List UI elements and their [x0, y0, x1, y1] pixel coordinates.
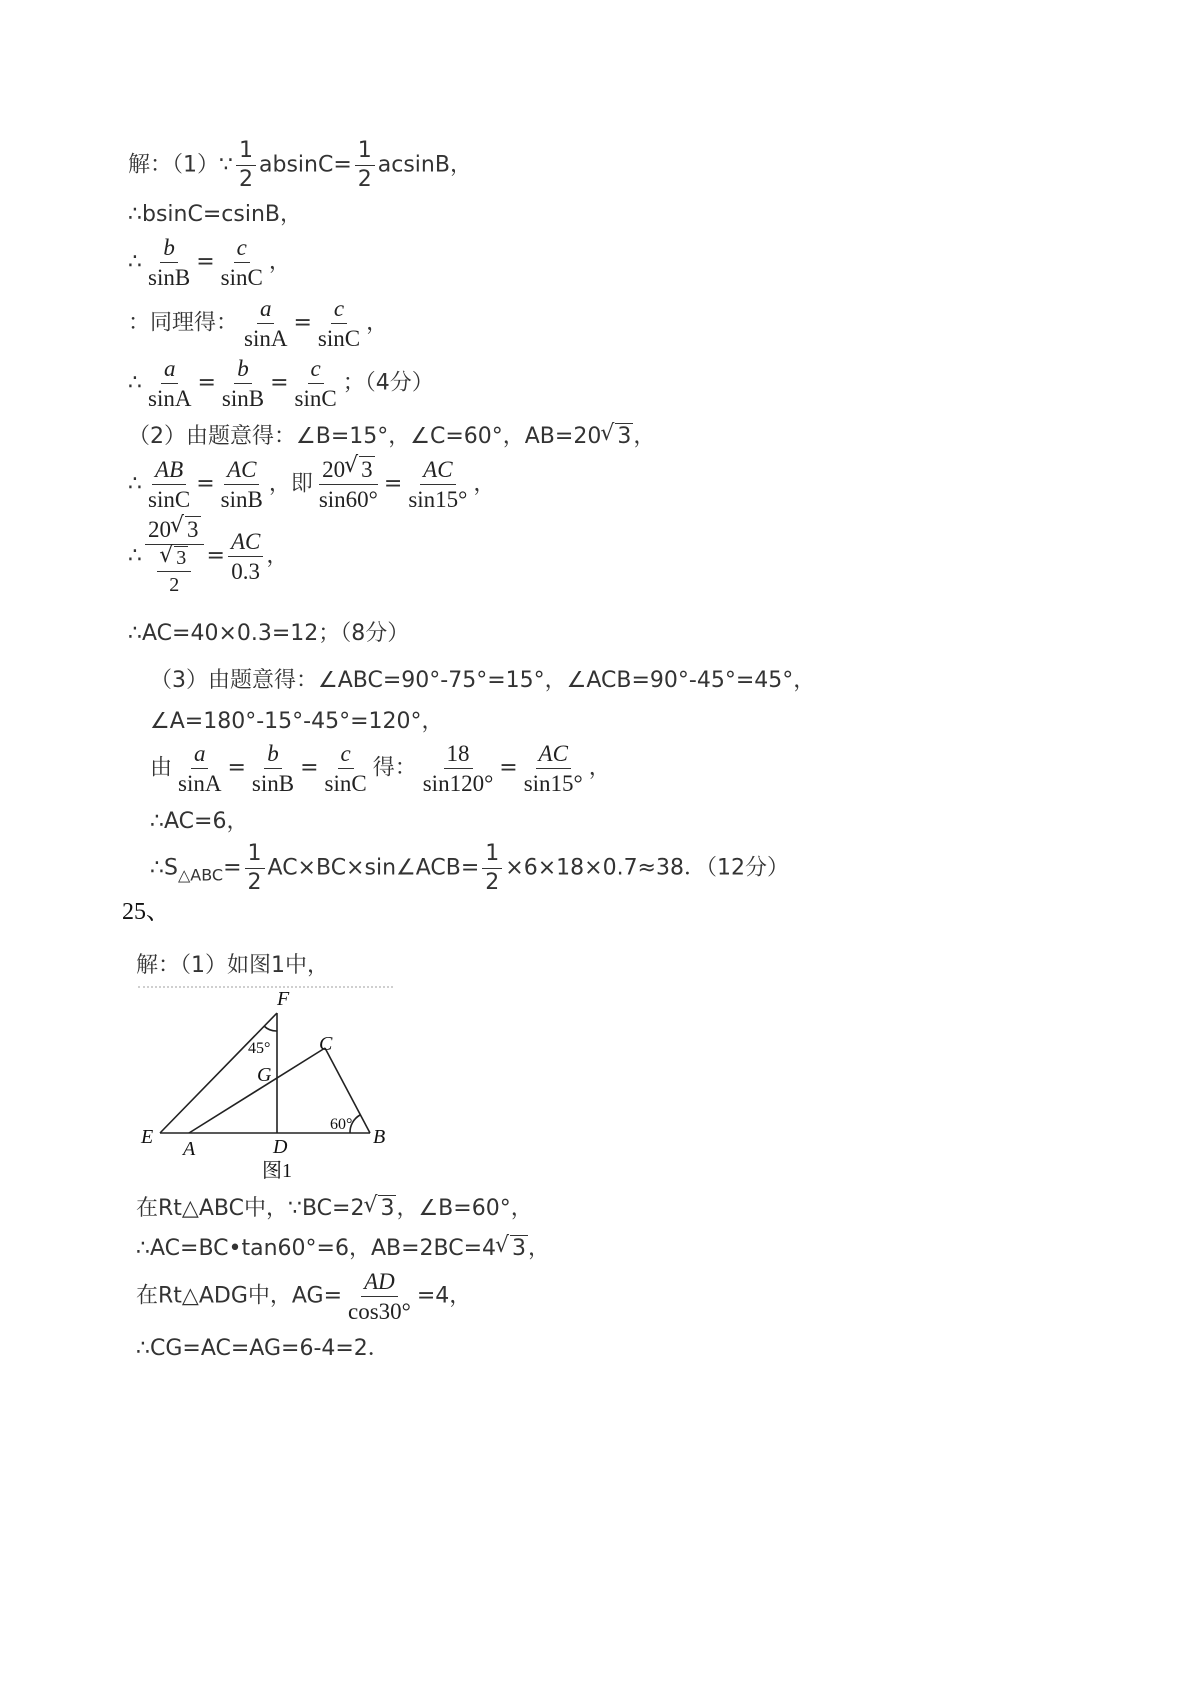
p24-line3: ∴ $\frac{b}{\sin B}$ = $\frac{c}{\sin C}$ ， [128, 235, 291, 290]
label-C: C [319, 1033, 333, 1055]
question-number: 25、 [122, 899, 170, 925]
p24-line8: ∴ 20√ 3 √ $\frac{3}{2}$ = $\frac{AC}{0.3}$ ， [128, 518, 288, 595]
fraction-AC-sin15: $\frac{AC}{\sin 15^\circ}$ [523, 741, 583, 796]
p24-line7: ∴ $\frac{AB}{\sin C}$ = $\frac{AC}{\sin B}$ ，即 $\frac{20√ 3}{\sin 60^\circ}$ = $\frac{AC}{\sin 15^\circ}$ ， [128, 458, 495, 511]
fraction-b-sinB: $\frac{b}{\sin B}$ [251, 741, 295, 796]
fraction-a-sinA: $\frac{a}{\sin A}$ [178, 741, 222, 796]
label-G: G [257, 1064, 272, 1086]
fraction-half: $\frac{1}{2}$ [245, 843, 265, 894]
fraction-b-sinB: $\frac{b}{\sin B}$ [221, 356, 265, 411]
fraction-half: $\frac{1}{2}$ [236, 140, 256, 191]
p24-line1: 解：（1）∵ $\frac{1}{2}$ absinC= $\frac{1}{2}$ acsinB， [128, 138, 472, 192]
p25-line2: 在Rt△ABC中，∵BC=2√ 3，∠B=60°， [136, 1198, 533, 1220]
fraction-c-sinC: $\frac{c}{\sin C}$ [220, 235, 263, 290]
angle-45-label: 45° [248, 1040, 271, 1057]
figure-1 [135, 985, 415, 1185]
fraction-a-sinA: $\frac{a}{\sin A}$ [148, 356, 192, 411]
fraction-AC-0.3: $\frac{AC}{0.3}$ [228, 530, 263, 583]
angle-60-label: 60° [330, 1116, 353, 1133]
fraction-AB-sinC: $\frac{AB}{\sin C}$ [148, 457, 191, 512]
fraction-c-sinC: $\frac{c}{\sin C}$ [317, 296, 361, 351]
p24-line6: （2）由题意得：∠B=15°，∠C=60°，AB=20√ 3， [128, 426, 655, 448]
fraction-c-sinC: $\frac{c}{\sin C}$ [294, 356, 337, 411]
complex-fraction: 20√ 3 √ $\frac{3}{2}$ [145, 518, 204, 595]
label-D: D [273, 1136, 288, 1158]
fraction-AD-cos30: $\frac{AD}{\cos 30^\circ}$ [348, 1269, 411, 1324]
p24-line11: ∠A=180°-15°-45°=120°， [150, 709, 444, 734]
label-A: A [183, 1138, 196, 1160]
p25-line5: ∴CG=AC=AG=6-4=2． [136, 1336, 390, 1361]
p25-line4: 在Rt△ADG中，AG= $\frac{AD}{\cos 30^\circ}$ =4， [136, 1269, 472, 1324]
fraction-20sqrt3-sin60: $\frac{20√ 3}{\sin 60^\circ}$ [316, 458, 381, 511]
fraction-AC-sin15: $\frac{AC}{\sin 15^\circ}$ [408, 457, 468, 512]
p24-line9: ∴AC=40×0.3=12；（8分） [128, 621, 410, 646]
p24-line12: 由 $\frac{a}{\sin A}$ = $\frac{b}{\sin B}$ = $\frac{c}{\sin C}$ 得： $\frac{18}{\sin 120^\circ}$ = $\frac{AC}{\sin 15^\circ}$ ， [150, 741, 611, 796]
label-F: F [277, 988, 290, 1010]
label-B: B [373, 1126, 386, 1148]
fraction-half: $\frac{1}{2}$ [482, 843, 502, 894]
p24-line2: ∴bsinC=csinB， [128, 202, 302, 227]
p25-line1: 解：（1）如图1中， [136, 953, 329, 978]
p25-line3: ∴AC=BC•tan60°=6，AB=2BC=4√ 3， [136, 1238, 550, 1260]
p24-line5: ∴ $\frac{a}{\sin A}$ = $\frac{b}{\sin B}$ = $\frac{c}{\sin C}$ ；（4分） [128, 356, 434, 411]
fraction-half: $\frac{1}{2}$ [355, 140, 375, 191]
p24-line10: （3）由题意得：∠ABC=90°-75°=15°，∠ACB=90°-45°=45°， [150, 668, 816, 693]
label-E: E [141, 1126, 154, 1148]
figure-caption: 图1 [262, 1160, 292, 1182]
p24-line4: ：同理得： $\frac{a}{\sin A}$ = $\frac{c}{\sin C}$ ， [128, 296, 389, 351]
angle-arc-F [264, 1026, 277, 1031]
p24-line13: ∴AC=6， [150, 809, 249, 834]
sqrt-symbol: √ 3 [496, 1238, 528, 1260]
line-AC [189, 1048, 325, 1133]
fraction-a-sinA: $\frac{a}{\sin A}$ [244, 296, 288, 351]
fraction-AC-sinB: $\frac{AC}{\sin B}$ [220, 457, 263, 512]
p24-line14: $\therefore S_{\triangle ABC}=$ $\frac{1}{2}$ AC×BC×sin∠ACB= $\frac{1}{2}$ ×6×18×0.7≈38．（12分） [150, 841, 789, 895]
sqrt-symbol: √ 3 [364, 1198, 396, 1220]
sqrt-symbol: √ 3 [601, 426, 633, 448]
fraction-18-sin120: $\frac{18}{\sin 120^\circ}$ [422, 741, 494, 796]
fraction-c-sinC: $\frac{c}{\sin C}$ [324, 741, 367, 796]
fraction-b-sinB: $\frac{b}{\sin B}$ [148, 235, 191, 290]
